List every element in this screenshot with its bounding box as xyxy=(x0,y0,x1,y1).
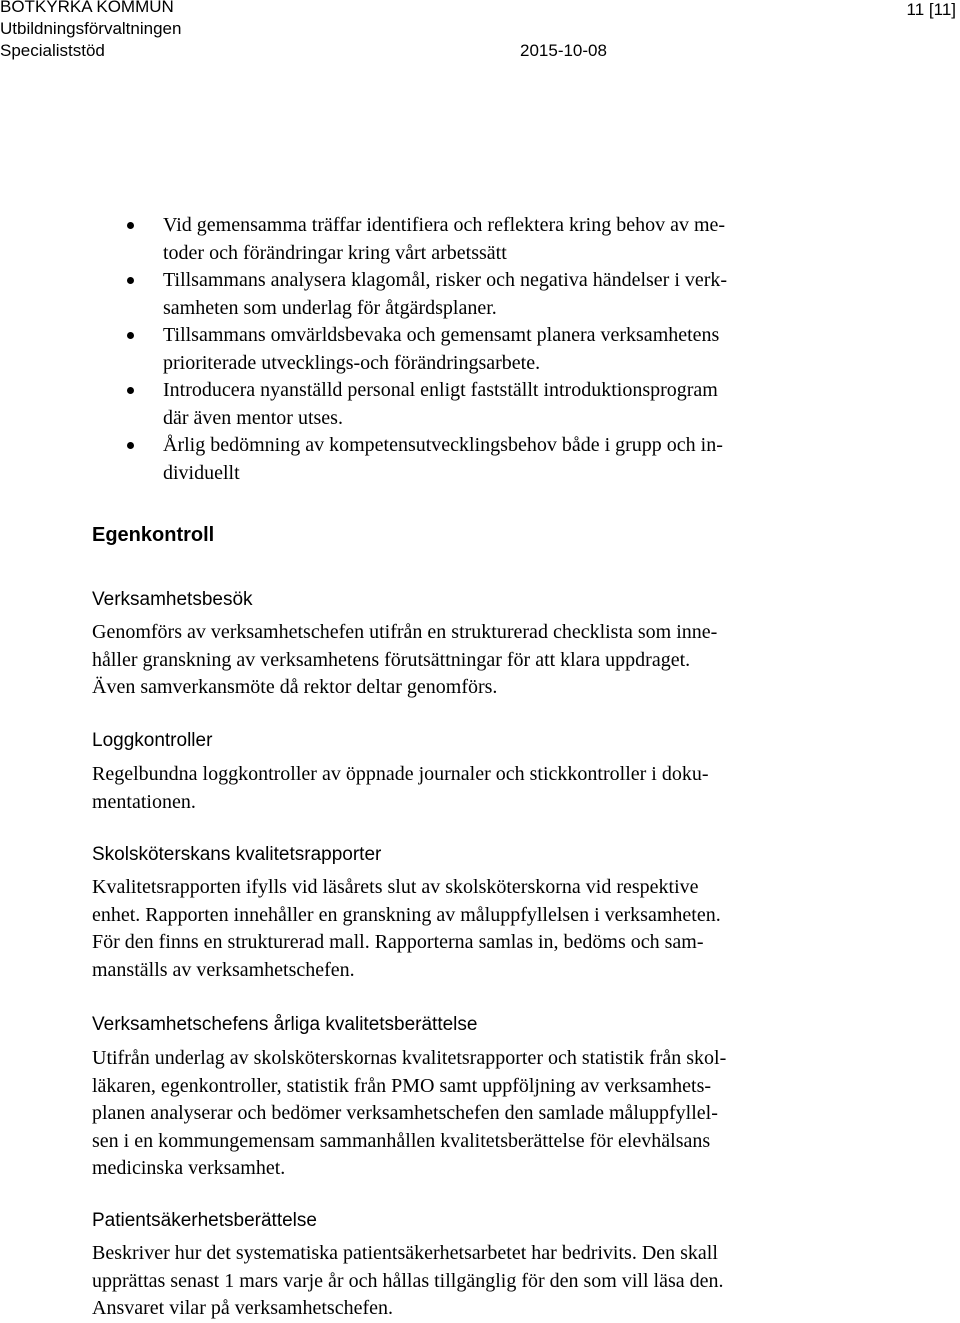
paragraph-line: enhet. Rapporten innehåller en granskning av måluppfyllelsen i verksamheten. xyxy=(92,903,721,926)
paragraph-line: medicinska verksamhet. xyxy=(92,1157,286,1179)
header-date: 2015-10-08 xyxy=(520,41,607,60)
bullet-line: Tillsammans omvärldsbevaka och gemensamt planera verksamhetens xyxy=(163,324,720,346)
paragraph-line: sen i en kommungemensam sammanhållen kvalitetsberättelse för elevhälsans xyxy=(92,1129,711,1152)
subheading-verksamhetsbesok: Verksamhetsbesök xyxy=(92,589,253,610)
bullet-item xyxy=(0,267,843,322)
bullet-line: där även mentor utses. xyxy=(163,406,343,429)
paragraph-line: mentationen. xyxy=(92,790,196,813)
paragraph-kvalitetsrapporter xyxy=(92,874,721,984)
bullet-line: Tillsammans analysera klagomål, risker och negativa händelser i verk- xyxy=(163,269,728,291)
paragraph-line: läkaren, egenkontroller, statistik från PMO samt uppföljning av verksamhets- xyxy=(92,1074,712,1097)
paragraph-loggkontroller xyxy=(92,761,709,816)
page-number: 11 [11] xyxy=(906,0,956,19)
bullet-dot-icon xyxy=(127,442,134,449)
bullet-item xyxy=(0,432,843,487)
bullet-item xyxy=(0,377,843,432)
paragraph-line: Regelbundna loggkontroller av öppnade journaler och stickkontroller i doku- xyxy=(92,763,709,785)
bullet-line: dividuellt xyxy=(163,461,240,484)
subheading-patientsakerhetsberattelse: Patientsäkerhetsberättelse xyxy=(92,1210,317,1231)
paragraph-line: Även samverkansmöte då rektor deltar genomförs. xyxy=(92,676,498,698)
bullet-item xyxy=(0,322,843,377)
paragraph-line: Kvalitetsrapporten ifylls vid läsårets slut av skolsköterskorna vid respektive xyxy=(92,876,699,898)
paragraph-line: Beskriver hur det systematiska patientsäkerhetsarbetet har bedrivits. Den skall xyxy=(92,1242,718,1264)
paragraph-patientsakerhetsberattelse xyxy=(92,1240,724,1323)
header-org: BOTKYRKA KOMMUN xyxy=(0,0,174,16)
paragraph-kvalitetsberattelse xyxy=(92,1045,726,1183)
subheading-kvalitetsberattelse: Verksamhetschefens årliga kvalitetsberättelse xyxy=(92,1014,478,1035)
paragraph-line: Utifrån underlag av skolsköterskornas kvalitetsrapporter och statistik från skol- xyxy=(92,1047,727,1069)
section-heading-egenkontroll: Egenkontroll xyxy=(92,524,215,546)
bullet-item xyxy=(0,212,843,267)
paragraph-line: För den finns en strukturerad mall. Rapporterna samlas in, bedöms och sam- xyxy=(92,931,704,953)
bullet-line: Vid gemensamma träffar identifiera och reflektera kring behov av me- xyxy=(163,214,726,236)
bullet-line: Årlig bedömning av kompetensutvecklingsbehov både i grupp och in- xyxy=(163,434,723,456)
paragraph-line: håller granskning av verksamhetens förutsättningar för att klara uppdraget. xyxy=(92,648,691,671)
paragraph-line: Genomförs av verksamhetschefen utifrån en strukturerad checklista som inne- xyxy=(92,621,718,643)
paragraph-line: upprättas senast 1 mars varje år och hållas tillgänglig för den som vill läsa den. xyxy=(92,1269,724,1292)
bullet-dot-icon xyxy=(127,332,134,339)
bullet-line: Introducera nyanställd personal enligt fastställt introduktionsprogram xyxy=(163,379,718,401)
bullet-list xyxy=(0,212,960,487)
paragraph-line: Ansvaret vilar på verksamhetschefen. xyxy=(92,1297,393,1319)
bullet-line: samheten som underlag för åtgärdsplaner. xyxy=(163,296,497,319)
bullet-dot-icon xyxy=(127,277,134,284)
paragraph-line: planen analyserar och bedömer verksamhetschefen den samlade måluppfyllel- xyxy=(92,1102,718,1124)
paragraph-verksamhetsbesok xyxy=(92,619,717,702)
paragraph-line: manställs av verksamhetschefen. xyxy=(92,958,355,981)
subheading-kvalitetsrapporter: Skolsköterskans kvalitetsrapporter xyxy=(92,844,382,865)
subheading-loggkontroller: Loggkontroller xyxy=(92,730,213,751)
bullet-dot-icon xyxy=(127,222,134,229)
header-unit: Specialiststöd xyxy=(0,41,105,60)
bullet-line: toder och förändringar kring vårt arbetssätt xyxy=(163,241,507,264)
header-department: Utbildningsförvaltningen xyxy=(0,19,182,38)
bullet-dot-icon xyxy=(127,387,134,394)
bullet-line: prioriterade utvecklings-och förändringsarbete. xyxy=(163,351,541,374)
